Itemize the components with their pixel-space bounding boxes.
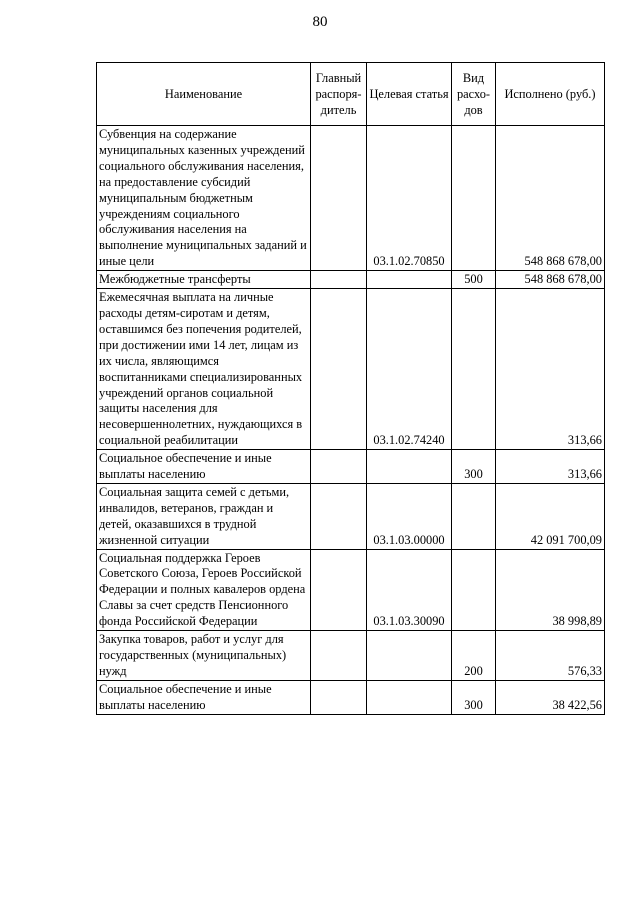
row-gr xyxy=(311,289,367,450)
row-name: Межбюджетные трансферты xyxy=(97,271,311,289)
row-amount: 548 868 678,00 xyxy=(496,271,605,289)
row-amount: 548 868 678,00 xyxy=(496,126,605,271)
row-amount: 576,33 xyxy=(496,631,605,681)
row-amount: 313,66 xyxy=(496,289,605,450)
row-gr xyxy=(311,631,367,681)
table-row xyxy=(97,680,605,714)
header-expense-type: Вид расхо-дов xyxy=(452,63,496,126)
row-cs xyxy=(367,680,452,714)
row-vr xyxy=(452,483,496,549)
header-name: Наименование xyxy=(97,63,311,126)
row-vr: 300 xyxy=(452,680,496,714)
budget-table xyxy=(96,62,605,715)
row-name: Социальное обеспечение и иные выплаты населению xyxy=(97,680,311,714)
row-cs: 03.1.02.70850 xyxy=(367,126,452,271)
row-amount: 38 998,89 xyxy=(496,549,605,631)
table-row xyxy=(97,483,605,549)
table-header-row xyxy=(97,63,605,126)
row-name: Закупка товаров, работ и услуг для государственных (муниципальных) нужд xyxy=(97,631,311,681)
row-cs xyxy=(367,271,452,289)
table-row xyxy=(97,631,605,681)
row-name: Субвенция на содержание муниципальных казенных учреждений социального обслуживания населения, на предоставление субсидий муниципальным бюджетным учреждениям социального обслуживания населения на выполнение муниципальных заданий и иные цели xyxy=(97,126,311,271)
row-amount: 42 091 700,09 xyxy=(496,483,605,549)
header-executed: Исполнено (руб.) xyxy=(496,63,605,126)
row-vr xyxy=(452,126,496,271)
row-name: Социальная защита семей с детьми, инвалидов, ветеранов, граждан и детей, оказавшихся в трудной жизненной ситуации xyxy=(97,483,311,549)
row-vr: 200 xyxy=(452,631,496,681)
row-cs: 03.1.03.30090 xyxy=(367,549,452,631)
row-name: Ежемесячная выплата на личные расходы детям-сиротам и детям, оставшимся без попечения родителей, при достижении ими 14 лет, лицам из их числа, являющимся воспитанниками специализированных учреждений органов социальной защиты населения для несовершеннолетних, нуждающихся в социальной реабилитации xyxy=(97,289,311,450)
page-number: 80 xyxy=(312,14,328,30)
table-row xyxy=(97,126,605,271)
row-gr xyxy=(311,126,367,271)
row-cs xyxy=(367,631,452,681)
row-name: Социальная поддержка Героев Советского Союза, Героев Российской Федерации и полных кавалеров ордена Славы за счет средств Пенсионного фонда Российской Федерации xyxy=(97,549,311,631)
row-amount: 38 422,56 xyxy=(496,680,605,714)
header-target-article: Целевая статья xyxy=(367,63,452,126)
row-gr xyxy=(311,271,367,289)
row-gr xyxy=(311,450,367,484)
table-row xyxy=(97,271,605,289)
row-vr xyxy=(452,289,496,450)
row-gr xyxy=(311,680,367,714)
row-cs: 03.1.02.74240 xyxy=(367,289,452,450)
row-gr xyxy=(311,483,367,549)
table-row xyxy=(97,450,605,484)
row-gr xyxy=(311,549,367,631)
table-row xyxy=(97,289,605,450)
row-vr: 500 xyxy=(452,271,496,289)
row-cs xyxy=(367,450,452,484)
header-main-manager: Главный распоря-дитель xyxy=(311,63,367,126)
table-row xyxy=(97,549,605,631)
row-amount: 313,66 xyxy=(496,450,605,484)
row-vr: 300 xyxy=(452,450,496,484)
row-name: Социальное обеспечение и иные выплаты населению xyxy=(97,450,311,484)
row-vr xyxy=(452,549,496,631)
row-cs: 03.1.03.00000 xyxy=(367,483,452,549)
